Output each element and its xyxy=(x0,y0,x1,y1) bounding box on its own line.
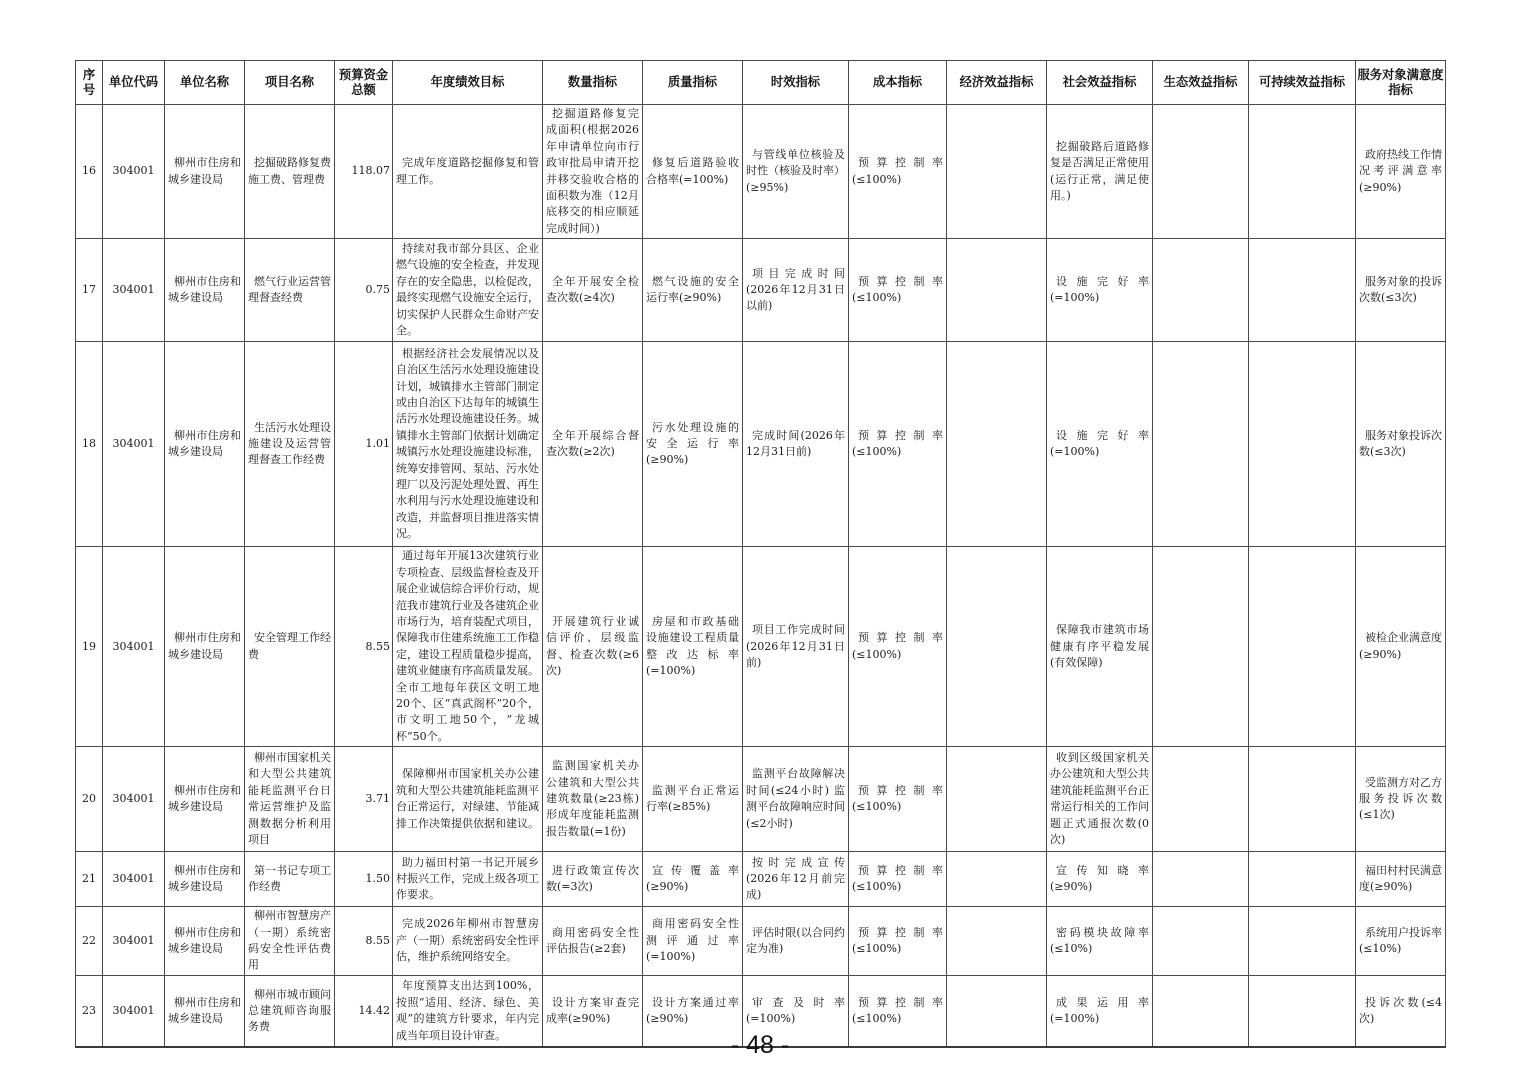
cell-sustainable xyxy=(1249,239,1356,342)
cell-budget: 8.55 xyxy=(335,907,393,976)
column-header-7: 质量指标 xyxy=(643,61,743,105)
column-header-12: 生态效益指标 xyxy=(1153,61,1249,105)
cell-project-name: 柳州市智慧房产（一期）系统密码安全性评估费用 xyxy=(245,907,335,976)
cell-quality: 监测平台正常运行率(≥85%) xyxy=(643,747,743,852)
cell-sustainable xyxy=(1249,747,1356,852)
table-row-19 xyxy=(76,547,1446,747)
cell-social: 宣传知晓率(≥90%) xyxy=(1047,852,1153,907)
column-header-14: 服务对象满意度指标 xyxy=(1356,61,1446,105)
cell-seq: 20 xyxy=(76,747,103,852)
cell-satisfaction: 福田村村民满意度(≥90%) xyxy=(1356,852,1446,907)
cell-ecological xyxy=(1153,907,1249,976)
cell-sustainable xyxy=(1249,105,1356,239)
performance-indicators-table xyxy=(75,60,1446,1048)
cell-ecological xyxy=(1153,547,1249,747)
cell-social: 保障我市建筑市场健康有序平稳发展(有效保障) xyxy=(1047,547,1153,747)
cell-ecological xyxy=(1153,105,1249,239)
column-header-0: 序号 xyxy=(76,61,103,105)
cell-quantity: 开展建筑行业诚信评价、层级监督、检查次数(≥6次) xyxy=(543,547,643,747)
cell-timeliness: 评估时限(以合同约定为准) xyxy=(743,907,849,976)
cell-unit-code: 304001 xyxy=(103,907,165,976)
cell-unit-code: 304001 xyxy=(103,547,165,747)
column-header-10: 经济效益指标 xyxy=(947,61,1047,105)
cell-budget: 14.42 xyxy=(335,975,393,1047)
column-header-5: 年度绩效目标 xyxy=(393,61,543,105)
cell-satisfaction: 受监测方对乙方服务投诉次数(≤1次) xyxy=(1356,747,1446,852)
cell-ecological xyxy=(1153,342,1249,547)
cell-cost: 预算控制率(≤100%) xyxy=(849,342,947,547)
table-row-16 xyxy=(76,105,1446,239)
cell-project-name: 柳州市城市顾问总建筑师咨询服务费 xyxy=(245,975,335,1047)
cell-project-name: 生活污水处理设施建设及运营管理督查工作经费 xyxy=(245,342,335,547)
table-row-18 xyxy=(76,342,1446,547)
column-header-4: 预算资金总额 xyxy=(335,61,393,105)
cell-project-name: 安全管理工作经费 xyxy=(245,547,335,747)
cell-seq: 16 xyxy=(76,105,103,239)
column-header-9: 成本指标 xyxy=(849,61,947,105)
cell-satisfaction: 被检企业满意度(≥90%) xyxy=(1356,547,1446,747)
cell-unit-code: 304001 xyxy=(103,239,165,342)
column-header-1: 单位代码 xyxy=(103,61,165,105)
cell-social: 收到区级国家机关办公建筑和大型公共建筑能耗监测平台正常运行相关的工作问题正式通报次数(0次) xyxy=(1047,747,1153,852)
cell-social: 成果运用率(=100%) xyxy=(1047,975,1153,1047)
cell-unit-name: 柳州市住房和城乡建设局 xyxy=(165,239,245,342)
cell-unit-name: 柳州市住房和城乡建设局 xyxy=(165,852,245,907)
cell-seq: 19 xyxy=(76,547,103,747)
cell-annual-goal: 完成2026年柳州市智慧房产（一期）系统密码安全性评估，维护系统网络安全。 xyxy=(393,907,543,976)
cell-satisfaction: 政府热线工作情况考评满意率(≥90%) xyxy=(1356,105,1446,239)
cell-unit-name: 柳州市住房和城乡建设局 xyxy=(165,547,245,747)
cell-sustainable xyxy=(1249,907,1356,976)
cell-timeliness: 审查及时率(=100%) xyxy=(743,975,849,1047)
header-row xyxy=(76,61,1446,105)
cell-budget: 8.55 xyxy=(335,547,393,747)
table-row-17 xyxy=(76,239,1446,342)
cell-economic xyxy=(947,907,1047,976)
cell-satisfaction: 系统用户投诉率(≤10%) xyxy=(1356,907,1446,976)
cell-quantity: 全年开展综合督查次数(≥2次) xyxy=(543,342,643,547)
cell-satisfaction: 服务对象投诉次数(≤3次) xyxy=(1356,342,1446,547)
cell-quantity: 进行政策宣传次数(=3次) xyxy=(543,852,643,907)
cell-timeliness: 项目完成时间(2026年12月31日以前) xyxy=(743,239,849,342)
cell-quality: 宣传覆盖率(≥90%) xyxy=(643,852,743,907)
cell-cost: 预算控制率(≤100%) xyxy=(849,852,947,907)
cell-annual-goal: 持续对我市部分县区、企业燃气设施的安全检查，并发现存在的安全隐患，以检促改，最终实现燃气设施安全运行，切实保护人民群众生命财产安全。 xyxy=(393,239,543,342)
cell-project-name: 燃气行业运营管理督查经费 xyxy=(245,239,335,342)
cell-unit-code: 304001 xyxy=(103,852,165,907)
column-header-6: 数量指标 xyxy=(543,61,643,105)
cell-project-name: 挖掘破路修复费施工费、管理费 xyxy=(245,105,335,239)
cell-seq: 18 xyxy=(76,342,103,547)
cell-budget: 1.50 xyxy=(335,852,393,907)
cell-unit-code: 304001 xyxy=(103,975,165,1047)
cell-seq: 22 xyxy=(76,907,103,976)
cell-quality: 燃气设施的安全运行率(≥90%) xyxy=(643,239,743,342)
cell-social: 密码模块故障率(≤10%) xyxy=(1047,907,1153,976)
column-header-13: 可持续效益指标 xyxy=(1249,61,1356,105)
cell-annual-goal: 通过每年开展13次建筑行业专项检查、层级监督检查及开展企业诚信综合评价行动，规范我市建筑行业及各建筑企业市场行为，培育装配式项目，保障我市住建系统施工工作稳定，建设工程质量稳步提高，建筑业健康有序高质量发展。全市工地每年获区文明工地20个、区“真武阁杯”20个，市文明工地50个，“龙城杯”50个。 xyxy=(393,547,543,747)
cell-cost: 预算控制率(≤100%) xyxy=(849,907,947,976)
cell-economic xyxy=(947,239,1047,342)
cell-satisfaction: 服务对象的投诉次数(≤3次) xyxy=(1356,239,1446,342)
cell-timeliness: 与管线单位核验及时性（核验及时率）(≥95%) xyxy=(743,105,849,239)
cell-annual-goal: 保障柳州市国家机关办公建筑和大型公共建筑能耗监测平台正常运行，对绿建、节能减排工作决策提供依据和建议。 xyxy=(393,747,543,852)
cell-quality: 修复后道路验收合格率(=100%) xyxy=(643,105,743,239)
cell-quantity: 设计方案审查完成率(≥90%) xyxy=(543,975,643,1047)
column-header-3: 项目名称 xyxy=(245,61,335,105)
cell-cost: 预算控制率(≤100%) xyxy=(849,105,947,239)
cell-quality: 污水处理设施的安全运行率(≥90%) xyxy=(643,342,743,547)
cell-sustainable xyxy=(1249,342,1356,547)
cell-annual-goal: 完成年度道路挖掘修复和管理工作。 xyxy=(393,105,543,239)
cell-quality: 设计方案通过率(≥90%) xyxy=(643,975,743,1047)
cell-unit-name: 柳州市住房和城乡建设局 xyxy=(165,975,245,1047)
cell-ecological xyxy=(1153,747,1249,852)
cell-project-name: 第一书记专项工作经费 xyxy=(245,852,335,907)
cell-unit-name: 柳州市住房和城乡建设局 xyxy=(165,747,245,852)
cell-timeliness: 监测平台故障解决时间(≤24小时) 监测平台故障响应时间(≤2小时) xyxy=(743,747,849,852)
cell-sustainable xyxy=(1249,852,1356,907)
cell-timeliness: 项目工作完成时间(2026年12月31日前) xyxy=(743,547,849,747)
cell-annual-goal: 助力福田村第一书记开展乡村振兴工作，完成上级各项工作要求。 xyxy=(393,852,543,907)
cell-economic xyxy=(947,105,1047,239)
table-head xyxy=(76,61,1446,105)
cell-budget: 1.01 xyxy=(335,342,393,547)
cell-economic xyxy=(947,747,1047,852)
cell-budget: 3.71 xyxy=(335,747,393,852)
cell-annual-goal: 根据经济社会发展情况以及自治区生活污水处理设施建设计划，城镇排水主管部门制定或由自治区下达每年的城镇生活污水处理设施建设任务。城镇排水主管部门依据计划确定城镇污水处理设施建设标准，统筹安排管网、泵站、污水处理厂以及污泥处理处置、再生水利用与污水处理设施建设和改造，并监督项目推进落实情况。 xyxy=(393,342,543,547)
cell-budget: 0.75 xyxy=(335,239,393,342)
cell-seq: 23 xyxy=(76,975,103,1047)
cell-timeliness: 完成时间(2026年12月31日前) xyxy=(743,342,849,547)
cell-economic xyxy=(947,547,1047,747)
cell-unit-name: 柳州市住房和城乡建设局 xyxy=(165,342,245,547)
cell-satisfaction: 投诉次数(≤4次) xyxy=(1356,975,1446,1047)
page-number: - 48 - xyxy=(730,1031,790,1059)
cell-unit-code: 304001 xyxy=(103,342,165,547)
cell-unit-name: 柳州市住房和城乡建设局 xyxy=(165,907,245,976)
cell-cost: 预算控制率(≤100%) xyxy=(849,747,947,852)
cell-cost: 预算控制率(≤100%) xyxy=(849,547,947,747)
cell-economic xyxy=(947,852,1047,907)
column-header-8: 时效指标 xyxy=(743,61,849,105)
cell-ecological xyxy=(1153,239,1249,342)
cell-seq: 21 xyxy=(76,852,103,907)
column-header-11: 社会效益指标 xyxy=(1047,61,1153,105)
cell-quality: 商用密码安全性测评通过率(=100%) xyxy=(643,907,743,976)
cell-social: 挖掘破路后道路修复是否满足正常使用(运行正常，满足使用。) xyxy=(1047,105,1153,239)
cell-unit-code: 304001 xyxy=(103,747,165,852)
cell-budget: 118.07 xyxy=(335,105,393,239)
cell-quantity: 全年开展安全检查次数(≥4次) xyxy=(543,239,643,342)
cell-quantity: 监测国家机关办公建筑和大型公共建筑数量(≥23栋) 形成年度能耗监测报告数量(=1份) xyxy=(543,747,643,852)
cell-quantity: 商用密码安全性评估报告(≥2套) xyxy=(543,907,643,976)
cell-social: 设施完好率(=100%) xyxy=(1047,239,1153,342)
column-header-2: 单位名称 xyxy=(165,61,245,105)
cell-annual-goal: 年度预算支出达到100%，按照“适用、经济、绿色、美观”的建筑方针要求，年内完成当年项目设计审查。 xyxy=(393,975,543,1047)
cell-ecological xyxy=(1153,852,1249,907)
cell-unit-code: 304001 xyxy=(103,105,165,239)
cell-project-name: 柳州市国家机关和大型公共建筑能耗监测平台日常运营维护及监测数据分析利用项目 xyxy=(245,747,335,852)
cell-quantity: 挖掘道路修复完成面积(根据2026年申请单位向市行政审批局申请开挖并移交验收合格的面积数为准（12月底移交的相应顺延完成时间）) xyxy=(543,105,643,239)
cell-seq: 17 xyxy=(76,239,103,342)
table-row-20 xyxy=(76,747,1446,852)
cell-cost: 预算控制率(≤100%) xyxy=(849,239,947,342)
cell-economic xyxy=(947,342,1047,547)
cell-timeliness: 按时完成宣传(2026年12月前完成) xyxy=(743,852,849,907)
table-body xyxy=(76,105,1446,1048)
cell-sustainable xyxy=(1249,547,1356,747)
table-row-21 xyxy=(76,852,1446,907)
cell-unit-name: 柳州市住房和城乡建设局 xyxy=(165,105,245,239)
cell-quality: 房屋和市政基础设施建设工程质量整改达标率(=100%) xyxy=(643,547,743,747)
cell-cost: 预算控制率(≤100%) xyxy=(849,975,947,1047)
table-row-22 xyxy=(76,907,1446,976)
cell-social: 设施完好率(=100%) xyxy=(1047,342,1153,547)
